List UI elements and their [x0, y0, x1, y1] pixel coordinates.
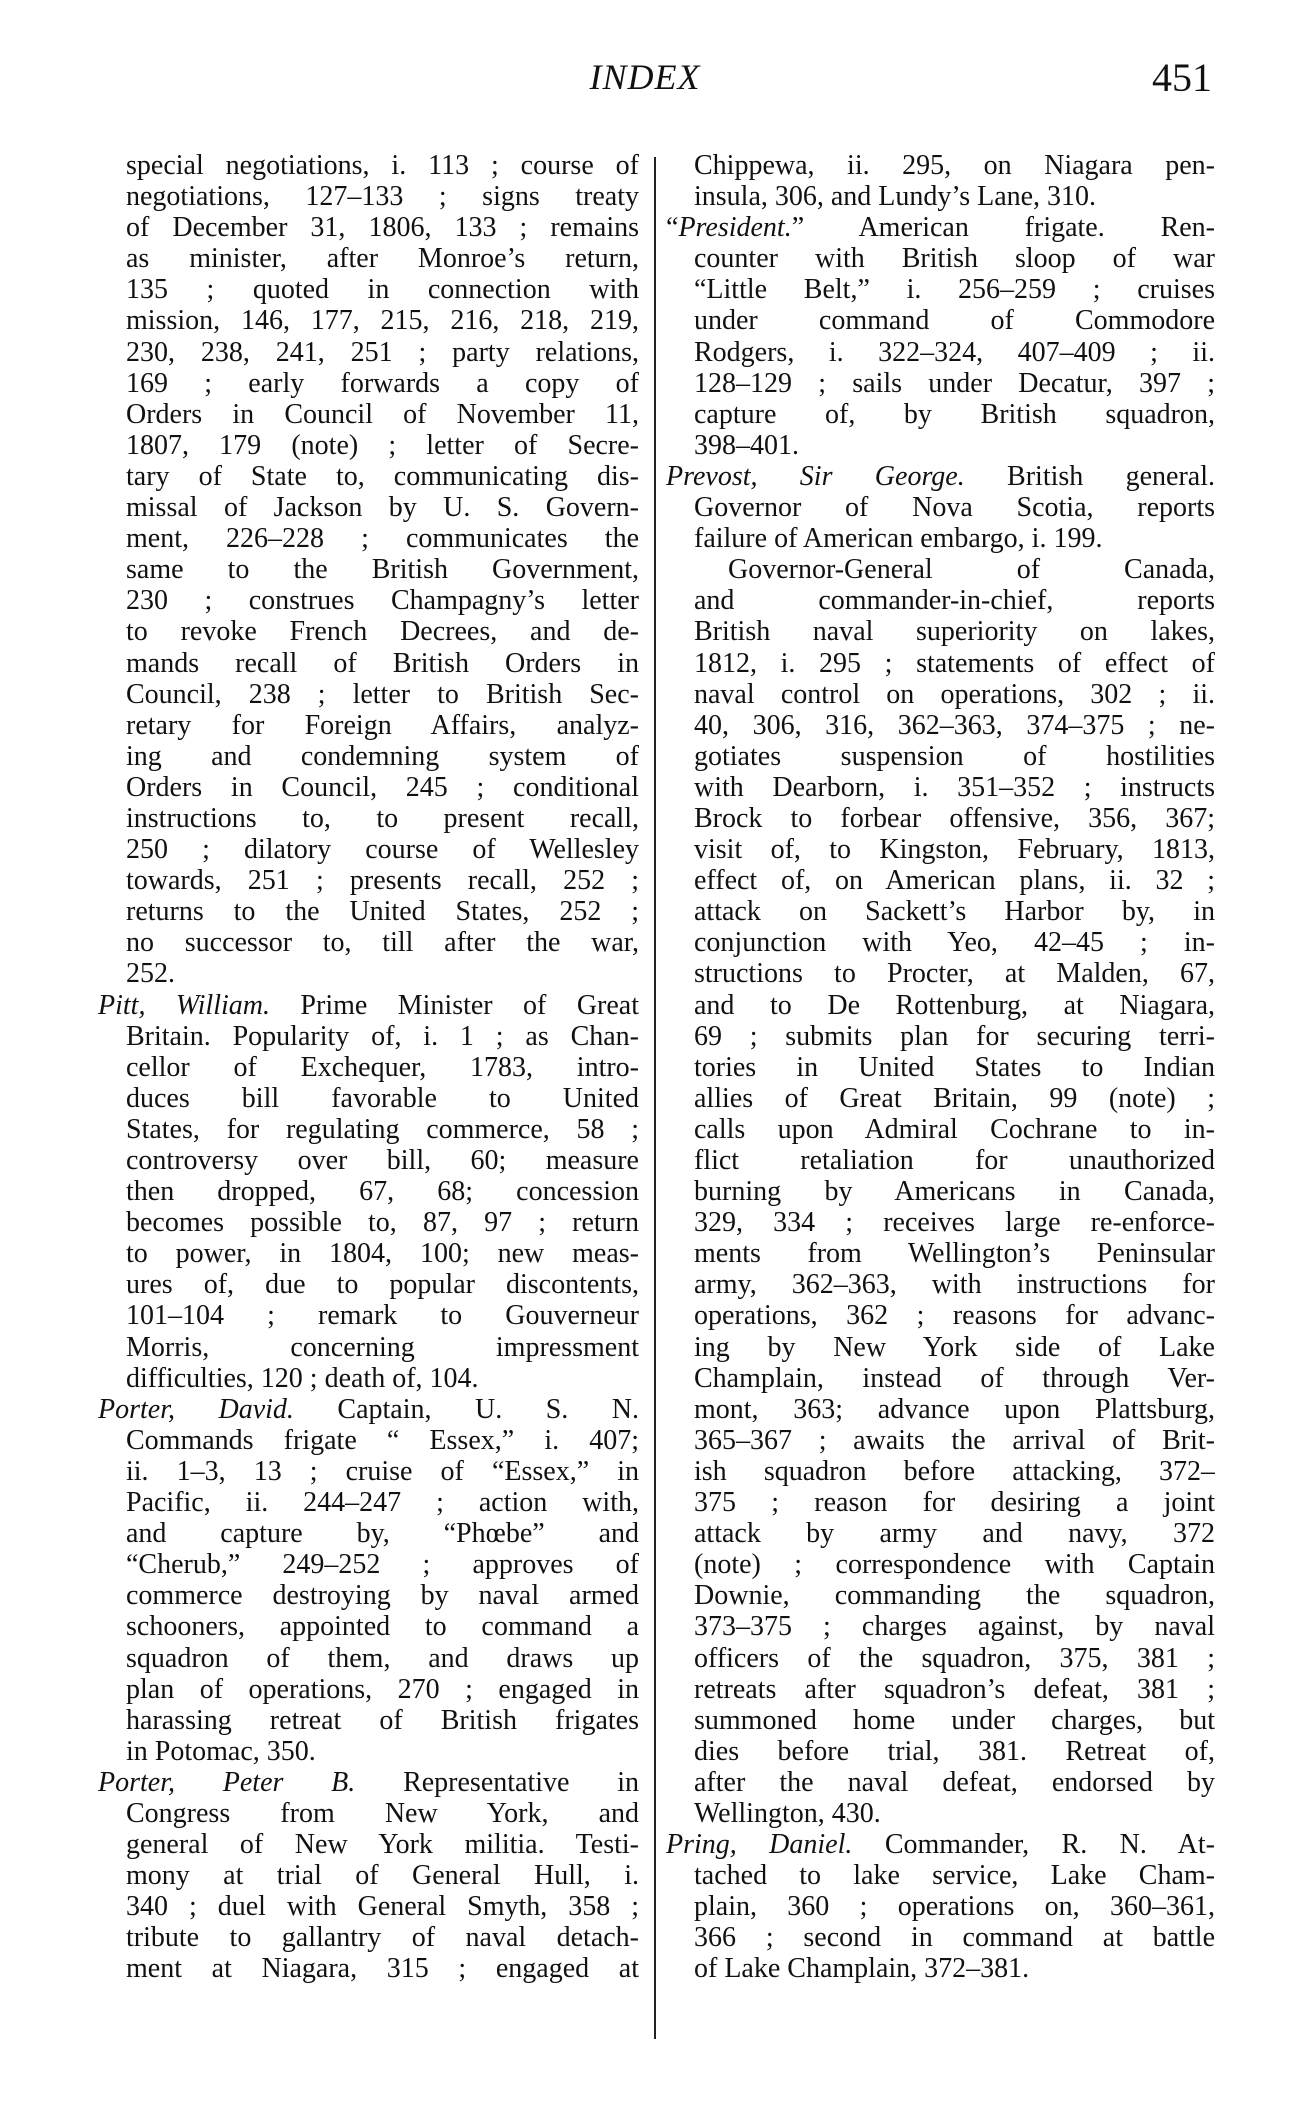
index-line: [98, 1083, 639, 1114]
line-text: ments from Wellington’s Peninsular: [694, 1238, 1215, 1270]
line-text: “Little Belt,” i. 256–259 ; cruises: [694, 274, 1215, 306]
line-text: mands recall of British Orders in: [126, 647, 639, 679]
index-line: [98, 1736, 639, 1767]
index-line: [666, 1705, 1215, 1736]
index-line: [666, 990, 1215, 1021]
line-text: ures of, due to popular discontents,: [126, 1269, 639, 1301]
line-text: gotiates suspension of hostilities: [694, 740, 1215, 772]
line-text: Orders in Council of November 11,: [126, 398, 639, 430]
line-text: no successor to, till after the war,: [126, 927, 639, 959]
line-text: after the naval defeat, endorsed by: [694, 1766, 1215, 1798]
index-line: [666, 1425, 1215, 1456]
index-line: [666, 1238, 1215, 1269]
index-line: [666, 1518, 1215, 1549]
line-text: structions to Procter, at Malden, 67,: [694, 958, 1215, 990]
index-line: [98, 305, 639, 336]
index-line: [666, 585, 1215, 616]
line-text: failure of American embargo, i. 199.: [694, 523, 1103, 555]
line-text: mission, 146, 177, 215, 216, 218, 219,: [126, 305, 639, 337]
line-text: Commands frigate “ Essex,” i. 407;: [126, 1424, 639, 1456]
index-line: [98, 1300, 639, 1331]
index-line: [666, 927, 1215, 958]
line-text: and capture by, “Phœbe” and: [126, 1518, 639, 1550]
index-line: [98, 492, 639, 523]
index-line: [666, 1487, 1215, 1518]
index-line: [98, 1145, 639, 1176]
index-line: [666, 1207, 1215, 1238]
index-line: [666, 1052, 1215, 1083]
index-line: [666, 399, 1215, 430]
line-text: tribute to gallantry of naval detach-: [126, 1922, 639, 1954]
index-line: [666, 1549, 1215, 1580]
line-text: 340 ; duel with General Smyth, 358 ;: [126, 1891, 639, 1923]
index-line: [98, 1456, 639, 1487]
line-text: 169 ; early forwards a copy of: [126, 367, 639, 399]
line-text: Brock to forbear offensive, 356, 367;: [694, 802, 1215, 834]
index-line: [98, 772, 639, 803]
index-line: [98, 181, 639, 212]
index-line: [98, 430, 639, 461]
index-line: [98, 1798, 639, 1829]
index-line: [98, 1829, 639, 1860]
line-text: Commander, R. N. At-: [852, 1829, 1215, 1861]
page-number: 451: [1152, 55, 1212, 100]
index-line: [98, 337, 639, 368]
index-line: [98, 1052, 639, 1083]
index-line: [666, 1953, 1215, 1984]
line-text: under command of Commodore: [694, 305, 1215, 337]
line-text: with Dearborn, i. 351–352 ; instructs: [694, 771, 1215, 803]
line-text: to power, in 1804, 100; new meas-: [126, 1238, 639, 1270]
index-line: [666, 1269, 1215, 1300]
line-text: Champlain, instead of through Ver-: [694, 1362, 1215, 1394]
index-line: [666, 554, 1215, 585]
line-text: plain, 360 ; operations on, 360–361,: [694, 1891, 1215, 1923]
index-line: [666, 150, 1215, 181]
line-text: naval control on operations, 302 ; ii.: [694, 678, 1215, 710]
index-line: [98, 741, 639, 772]
line-text: Pacific, ii. 244–247 ; action with,: [126, 1487, 639, 1519]
line-text: tached to lake service, Lake Cham-: [694, 1860, 1215, 1892]
index-line: [98, 834, 639, 865]
entry-name: Prevost, Sir George.: [666, 460, 965, 492]
index-line: [666, 648, 1215, 679]
index-entry-heading-line: [98, 990, 639, 1021]
index-entry-heading-line: [666, 212, 1215, 243]
line-text: Captain, U. S. N.: [293, 1393, 639, 1425]
line-text: 230, 238, 241, 251 ; party relations,: [126, 336, 639, 368]
line-text: insula, 306, and Lundy’s Lane, 310.: [694, 181, 1097, 213]
index-line: [98, 1611, 639, 1642]
line-text: Britain. Popularity of, i. 1 ; as Chan-: [126, 1020, 639, 1052]
line-text: negotiations, 127–133 ; signs treaty: [126, 181, 639, 213]
entry-name: Porter, Peter B.: [98, 1766, 356, 1798]
index-line: [666, 1891, 1215, 1922]
index-line: [98, 150, 639, 181]
line-text: “Cherub,” 249–252 ; approves of: [126, 1549, 639, 1581]
line-text: mony at trial of General Hull, i.: [126, 1860, 639, 1892]
line-text: ing by New York side of Lake: [694, 1331, 1215, 1363]
index-line: [98, 1114, 639, 1145]
line-text: of December 31, 1806, 133 ; remains: [126, 212, 639, 244]
line-text: in Potomac, 350.: [126, 1735, 316, 1767]
line-text: capture of, by British squadron,: [694, 398, 1215, 430]
index-line: [666, 1860, 1215, 1891]
line-text: same to the British Government,: [126, 554, 639, 586]
opening-quote: “: [666, 212, 679, 244]
line-text: Orders in Council, 245 ; conditional: [126, 771, 639, 803]
line-text: difficulties, 120 ; death of, 104.: [126, 1362, 479, 1394]
index-entry-heading-line: [666, 1829, 1215, 1860]
right-column: [666, 150, 1215, 1985]
line-text: plan of operations, 270 ; engaged in: [126, 1673, 639, 1705]
index-line: [98, 927, 639, 958]
line-text: calls upon Admiral Cochrane to in-: [694, 1113, 1215, 1145]
line-text: and commander-in-chief, reports: [694, 585, 1215, 617]
index-line: [98, 1269, 639, 1300]
line-text: Prime Minister of Great: [270, 989, 639, 1021]
line-text: missal of Jackson by U. S. Govern-: [126, 492, 639, 524]
index-line: [666, 1083, 1215, 1114]
line-text: counter with British sloop of war: [694, 243, 1215, 275]
line-text: tories in United States to Indian: [694, 1051, 1215, 1083]
line-text: Governor-General of Canada,: [728, 554, 1215, 586]
index-line: [666, 865, 1215, 896]
line-text: allies of Great Britain, 99 (note) ;: [694, 1082, 1215, 1114]
index-line: [98, 243, 639, 274]
index-line: [666, 1394, 1215, 1425]
index-line: [98, 212, 639, 243]
line-text: Rodgers, i. 322–324, 407–409 ; ii.: [694, 336, 1215, 368]
index-line: [666, 741, 1215, 772]
line-text: 1812, i. 295 ; statements of effect of: [694, 647, 1215, 679]
line-text: officers of the squadron, 375, 381 ;: [694, 1642, 1215, 1674]
line-text: British naval superiority on lakes,: [694, 616, 1215, 648]
index-line: [98, 1176, 639, 1207]
index-line: [666, 679, 1215, 710]
line-text: tary of State to, communicating dis-: [126, 460, 639, 492]
line-text: Representative in: [355, 1766, 639, 1798]
index-line: [666, 1300, 1215, 1331]
index-line: [666, 1580, 1215, 1611]
line-text: ment at Niagara, 315 ; engaged at: [126, 1953, 639, 1985]
index-line: [666, 492, 1215, 523]
entry-name: Pitt, William.: [98, 989, 270, 1021]
line-text: 135 ; quoted in connection with: [126, 274, 639, 306]
line-text: schooners, appointed to command a: [126, 1611, 639, 1643]
entry-name: Pring, Daniel.: [666, 1829, 853, 1861]
index-line: [98, 1674, 639, 1705]
line-text: attack by army and navy, 372: [694, 1518, 1215, 1550]
index-line: [98, 399, 639, 430]
index-line: [98, 1549, 639, 1580]
line-text: ing and condemning system of: [126, 740, 639, 772]
index-line: [98, 1363, 639, 1394]
index-line: [666, 834, 1215, 865]
line-text: army, 362–363, with instructions for: [694, 1269, 1215, 1301]
index-line: [98, 896, 639, 927]
line-text: ii. 1–3, 13 ; cruise of “Essex,” in: [126, 1455, 639, 1487]
index-line: [98, 1332, 639, 1363]
index-line: [98, 958, 639, 989]
line-text: 398–401.: [694, 429, 799, 461]
line-text: burning by Americans in Canada,: [694, 1176, 1215, 1208]
line-text: as minister, after Monroe’s return,: [126, 243, 639, 275]
line-text: Wellington, 430.: [694, 1797, 881, 1829]
line-text: 40, 306, 316, 362–363, 374–375 ; ne-: [694, 709, 1215, 741]
line-text: 366 ; second in command at battle: [694, 1922, 1215, 1954]
line-text: 1807, 179 (note) ; letter of Secre-: [126, 429, 639, 461]
line-text: Chippewa, ii. 295, on Niagara pen-: [694, 150, 1215, 181]
left-column: [98, 150, 639, 1985]
line-text: 375 ; reason for desiring a joint: [694, 1487, 1215, 1519]
index-line: [666, 368, 1215, 399]
index-line: [98, 616, 639, 647]
index-line: [98, 523, 639, 554]
line-text: dies before trial, 381. Retreat of,: [694, 1735, 1215, 1767]
line-text: ish squadron before attacking, 372–: [694, 1455, 1215, 1487]
index-line: [666, 1767, 1215, 1798]
index-line: [666, 1674, 1215, 1705]
index-entry-heading-line: [666, 461, 1215, 492]
line-text: Morris, concerning impressment: [126, 1331, 639, 1363]
line-text: general of New York militia. Testi-: [126, 1829, 639, 1861]
line-text: instructions to, to present recall,: [126, 802, 639, 834]
index-line: [98, 1518, 639, 1549]
line-text: to revoke French Decrees, and de-: [126, 616, 639, 648]
line-text: flict retaliation for unauthorized: [694, 1145, 1215, 1176]
line-text: ” American frigate. Ren-: [791, 212, 1215, 244]
entry-name: Porter, David.: [98, 1393, 294, 1425]
line-text: conjunction with Yeo, 42–45 ; in-: [694, 927, 1215, 959]
line-text: then dropped, 67, 68; concession: [126, 1176, 639, 1208]
line-text: 373–375 ; charges against, by naval: [694, 1611, 1215, 1643]
line-text: mont, 363; advance upon Plattsburg,: [694, 1393, 1215, 1425]
line-text: 101–104 ; remark to Gouverneur: [126, 1300, 639, 1332]
line-text: operations, 362 ; reasons for advanc-: [694, 1300, 1215, 1332]
index-line: [666, 1798, 1215, 1829]
line-text: 230 ; construes Champagny’s letter: [126, 585, 639, 617]
index-line: [98, 1487, 639, 1518]
index-line: [98, 1021, 639, 1052]
index-line: [666, 1736, 1215, 1767]
index-line: [98, 710, 639, 741]
index-line: [666, 1611, 1215, 1642]
index-line: [98, 1580, 639, 1611]
index-line: [666, 1021, 1215, 1052]
index-line: [666, 710, 1215, 741]
index-line: [98, 803, 639, 834]
index-line: [98, 1860, 639, 1891]
line-text: cellor of Exchequer, 1783, intro-: [126, 1051, 639, 1083]
line-text: ment, 226–228 ; communicates the: [126, 523, 639, 555]
index-line: [666, 1114, 1215, 1145]
index-line: [666, 1176, 1215, 1207]
line-text: controversy over bill, 60; measure: [126, 1145, 639, 1176]
index-line: [666, 305, 1215, 336]
index-line: [666, 803, 1215, 834]
index-line: [666, 181, 1215, 212]
index-line: [666, 1363, 1215, 1394]
index-line: [666, 1145, 1215, 1176]
line-text: 329, 334 ; receives large re-enforce-: [694, 1207, 1215, 1239]
index-line: [98, 1953, 639, 1984]
line-text: becomes possible to, 87, 97 ; return: [126, 1207, 639, 1239]
index-line: [98, 865, 639, 896]
index-entry-heading-line: [98, 1394, 639, 1425]
column-divider: [654, 157, 656, 2039]
index-line: [666, 337, 1215, 368]
line-text: special negotiations, i. 113 ; course of: [126, 150, 639, 181]
line-text: harassing retreat of British frigates: [126, 1704, 639, 1736]
index-line: [98, 648, 639, 679]
index-line: [98, 1705, 639, 1736]
line-text: and to De Rottenburg, at Niagara,: [694, 989, 1215, 1021]
line-text: British general.: [964, 460, 1215, 492]
line-text: Congress from New York, and: [126, 1797, 639, 1829]
line-text: attack on Sackett’s Harbor by, in: [694, 896, 1215, 928]
index-line: [98, 368, 639, 399]
line-text: 69 ; submits plan for securing terri-: [694, 1020, 1215, 1052]
line-text: States, for regulating commerce, 58 ;: [126, 1113, 639, 1145]
line-text: effect of, on American plans, ii. 32 ;: [694, 865, 1215, 897]
line-text: 365–367 ; awaits the arrival of Brit-: [694, 1424, 1215, 1456]
index-line: [98, 1643, 639, 1674]
index-line: [98, 679, 639, 710]
index-line: [666, 1922, 1215, 1953]
index-line: [98, 585, 639, 616]
index-line: [666, 430, 1215, 461]
index-line: [98, 1891, 639, 1922]
index-line: [98, 1207, 639, 1238]
line-text: summoned home under charges, but: [694, 1704, 1215, 1736]
line-text: Council, 238 ; letter to British Sec-: [126, 678, 639, 710]
line-text: (note) ; correspondence with Captain: [694, 1549, 1215, 1581]
index-entry-heading-line: [98, 1767, 639, 1798]
index-line: [666, 896, 1215, 927]
index-line: [98, 274, 639, 305]
index-line: [666, 772, 1215, 803]
line-text: retary for Foreign Affairs, analyz-: [126, 709, 639, 741]
entry-name: President.: [678, 212, 792, 244]
index-line: [666, 1456, 1215, 1487]
index-line: [98, 1425, 639, 1456]
line-text: 128–129 ; sails under Decatur, 397 ;: [694, 367, 1215, 399]
header-title: INDEX: [589, 57, 701, 97]
index-line: [666, 1643, 1215, 1674]
index-line: [666, 523, 1215, 554]
index-line: [666, 958, 1215, 989]
line-text: towards, 251 ; presents recall, 252 ;: [126, 865, 639, 897]
line-text: squadron of them, and draws up: [126, 1642, 639, 1674]
line-text: of Lake Champlain, 372–381.: [694, 1953, 1030, 1985]
index-line: [666, 616, 1215, 647]
index-line: [666, 243, 1215, 274]
line-text: Downie, commanding the squadron,: [694, 1580, 1215, 1612]
line-text: Governor of Nova Scotia, reports: [694, 492, 1215, 524]
line-text: commerce destroying by naval armed: [126, 1580, 639, 1612]
line-text: returns to the United States, 252 ;: [126, 896, 639, 928]
line-text: 252.: [126, 958, 175, 990]
line-text: retreats after squadron’s defeat, 381 ;: [694, 1673, 1215, 1705]
index-line: [666, 1332, 1215, 1363]
line-text: 250 ; dilatory course of Wellesley: [126, 834, 639, 866]
line-text: duces bill favorable to United: [126, 1082, 639, 1114]
line-text: visit of, to Kingston, February, 1813,: [694, 834, 1215, 866]
index-line: [666, 274, 1215, 305]
index-line: [98, 461, 639, 492]
index-line: [98, 1238, 639, 1269]
index-line: [98, 554, 639, 585]
index-line: [98, 1922, 639, 1953]
